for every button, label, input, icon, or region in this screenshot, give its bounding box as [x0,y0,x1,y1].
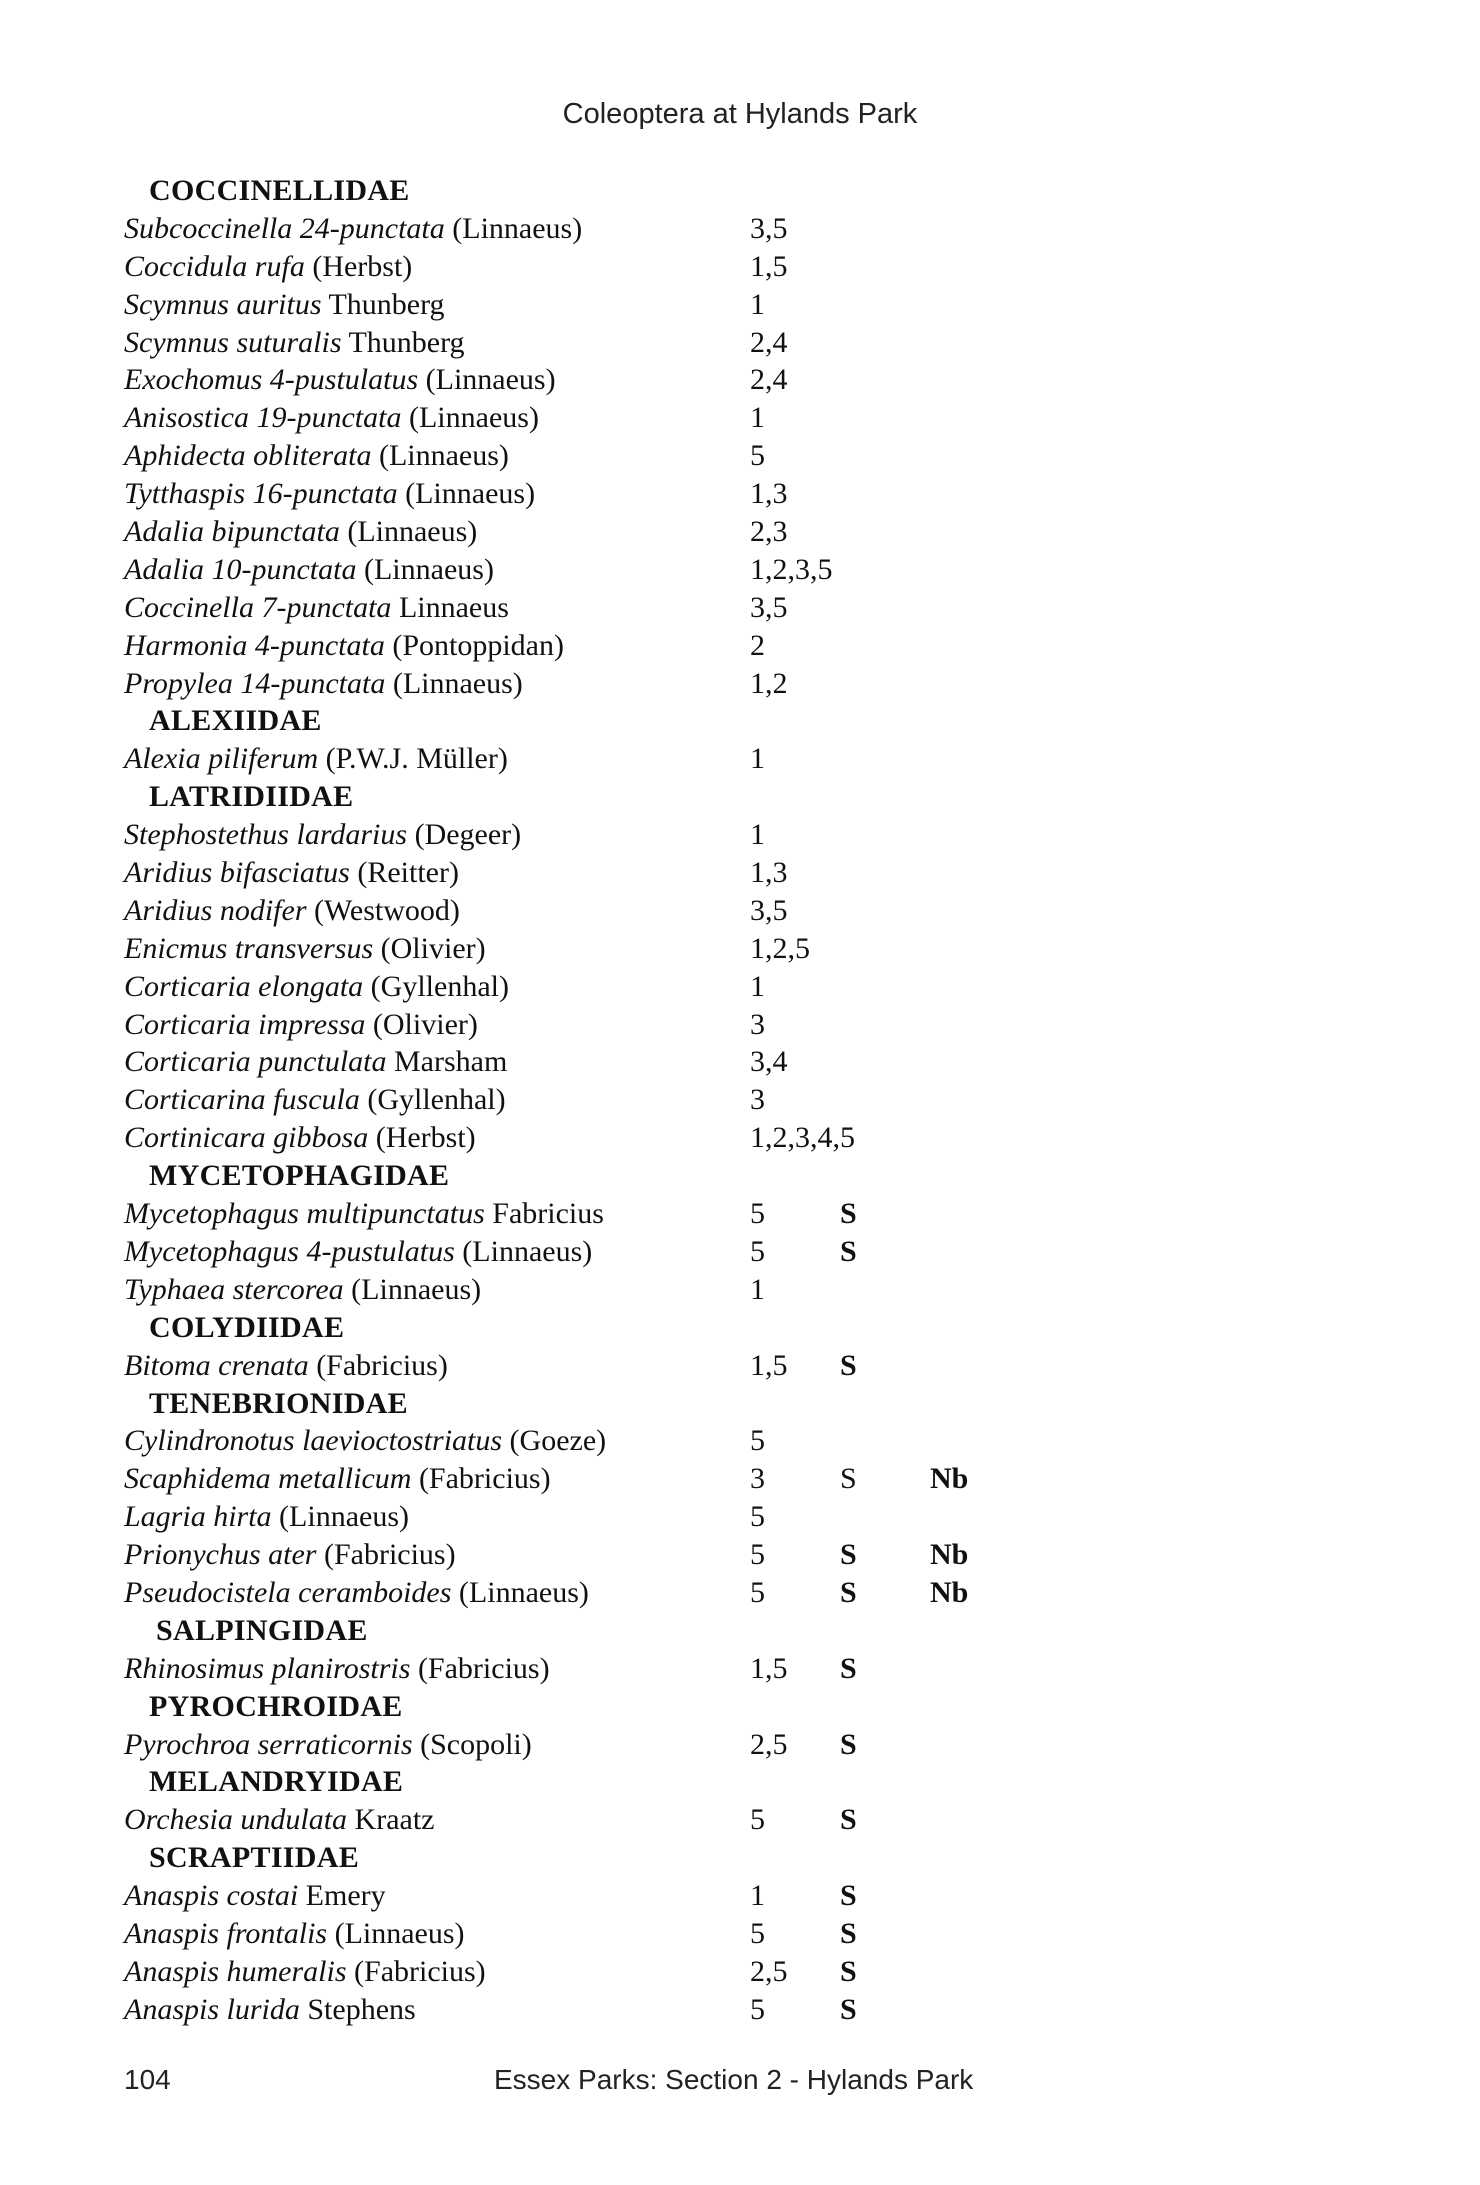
species-authority: (Linnaeus) [327,1916,465,1950]
species-name [124,1460,551,1498]
family-heading: LATRIDIIDAE [149,780,354,814]
status-saproxylic: S [840,1462,857,1496]
species-binomial: Cylindronotus laevioctostriatus [124,1424,503,1458]
species-row [124,1726,1224,1764]
site-codes: 1 [750,818,765,852]
species-name [124,1195,604,1233]
species-name [124,1726,532,1764]
species-authority: (Herbst) [304,249,413,283]
species-name [124,930,486,968]
species-row [124,1498,1224,1536]
species-binomial: Tytthaspis 16-punctata [124,477,398,511]
species-row [124,1043,1224,1081]
species-authority: Emery [298,1879,386,1913]
species-row [124,1915,1224,1953]
species-authority: (Pontoppidan) [384,628,564,662]
species-row [124,475,1224,513]
species-binomial: Scymnus auritus [124,287,322,321]
species-binomial: Corticaria punctulata [124,1045,387,1079]
status-saproxylic: S [840,1197,857,1231]
species-row [124,665,1224,703]
family-heading: COCCINELLIDAE [149,174,410,207]
site-codes: 2,3 [750,515,788,549]
species-authority: Stephens [299,1992,416,2026]
species-binomial: Mycetophagus multipunctatus [124,1197,485,1231]
species-name [124,1953,486,1991]
species-name [124,740,508,778]
species-authority: (Linnaeus) [371,439,509,473]
species-row [124,854,1224,892]
site-codes: 2,5 [750,1954,788,1988]
species-name [124,1233,592,1271]
species-row [124,1233,1224,1271]
species-name [124,1119,476,1157]
species-authority: (Linnaeus) [444,211,583,245]
site-codes: 5 [750,1575,765,1609]
species-name [124,816,521,854]
species-row [124,1991,1224,2029]
species-name [124,892,460,930]
site-codes: 2,4 [750,363,788,397]
species-row [124,1422,1224,1460]
species-name [124,437,509,475]
species-name [124,1801,434,1839]
species-binomial: Aphidecta obliterata [124,439,372,473]
species-authority: (Linnaeus) [385,666,523,700]
species-name [124,1574,589,1612]
species-binomial: Lagria hirta [124,1500,272,1534]
species-name [124,1422,606,1460]
species-row [124,1195,1224,1233]
species-authority: (Fabricius) [410,1651,550,1685]
species-name [124,854,459,892]
species-binomial: Pseudocistela ceramboides [124,1575,452,1609]
species-authority: (Linnaeus) [451,1575,589,1609]
site-codes: 5 [750,1803,765,1837]
species-authority: Thunberg [341,325,465,359]
family-heading: ALEXIIDAE [149,704,322,738]
species-name [124,627,564,665]
species-row [124,968,1224,1006]
species-binomial: Mycetophagus 4-pustulatus [124,1234,455,1268]
species-authority: (Scopoli) [412,1727,532,1761]
site-codes: 1 [750,287,765,321]
species-binomial: Cortinicara gibbosa [124,1121,369,1155]
species-authority: Thunberg [321,287,445,321]
site-codes: 5 [750,439,765,473]
species-authority: (Herbst) [368,1121,476,1155]
status-saproxylic: S [840,1651,857,1685]
species-row [124,589,1224,627]
species-authority: (Gyllenhal) [363,969,509,1003]
species-authority: (Linnaeus) [454,1234,593,1268]
site-codes: 1 [750,1272,765,1306]
species-binomial: Anaspis frontalis [124,1916,328,1950]
species-authority: (Gyllenhal) [359,1083,506,1117]
species-name [124,1271,481,1309]
species-binomial: Adalia 10-punctata [124,552,357,586]
species-name [124,1650,550,1688]
site-codes: 3 [750,1462,765,1496]
species-name [124,1877,386,1915]
running-header: Coleoptera at Hylands Park [562,98,918,130]
species-row [124,816,1224,854]
site-codes: 1,5 [750,249,788,283]
species-binomial: Corticarina fuscula [124,1083,360,1117]
species-authority: (Linnaeus) [339,515,478,549]
status-saproxylic: S [840,1538,857,1572]
species-authority: (Fabricius) [411,1462,551,1496]
site-codes: 1,2 [750,666,788,700]
species-list [124,172,1224,2029]
species-name [124,1006,478,1044]
status-saproxylic: S [840,1575,857,1609]
status-saproxylic: S [840,1879,857,1913]
species-authority: Kraatz [347,1803,435,1837]
page-number: 104 [124,2064,171,2095]
species-authority: (Linnaeus) [418,363,556,397]
species-authority: (Linnaeus) [401,401,539,435]
species-authority: (P.W.J. Müller) [318,742,508,776]
site-codes: 1 [750,969,765,1003]
site-codes: 3,4 [750,1045,788,1079]
species-binomial: Rhinosimus planirostris [124,1651,411,1685]
species-row [124,1119,1224,1157]
species-binomial: Bitoma crenata [124,1348,309,1382]
site-codes: 2,4 [750,325,788,359]
species-row [124,513,1224,551]
species-binomial: Corticaria impressa [124,1007,366,1041]
species-authority: (Linnaeus) [397,477,536,511]
site-codes: 1 [750,742,765,776]
status-conservation: Nb [930,1575,969,1609]
species-authority: Fabricius [484,1197,604,1231]
species-authority: (Fabricius) [346,1954,486,1988]
species-row [124,551,1224,589]
species-row [124,1460,1224,1498]
status-saproxylic: S [840,1727,857,1761]
species-binomial: Alexia piliferum [124,742,319,776]
species-binomial: Pyrochroa serraticornis [124,1727,413,1761]
species-row [124,1877,1224,1915]
family-heading: SALPINGIDAE [156,1613,368,1647]
family-heading: COLYDIIDAE [149,1310,345,1344]
site-codes: 1,3 [750,477,788,511]
species-name [124,589,509,627]
site-codes: 3,5 [750,211,788,245]
species-row [124,1536,1224,1574]
species-name [124,1043,507,1081]
species-binomial: Propylea 14-punctata [124,666,386,700]
species-binomial: Coccidula rufa [124,249,305,283]
family-heading: MELANDRYIDAE [149,1765,404,1799]
site-codes: 1,5 [750,1651,788,1685]
site-codes: 5 [750,1916,765,1950]
species-authority: (Reitter) [349,856,459,890]
site-codes: 5 [750,1992,765,2026]
family-heading: PYROCHROIDAE [149,1689,403,1723]
species-binomial: Aridius nodifer [124,893,307,927]
species-binomial: Corticaria elongata [124,969,364,1003]
species-binomial: Subcoccinella 24-punctata [124,211,445,245]
status-saproxylic: S [840,1916,857,1950]
species-name [124,475,535,513]
species-binomial: Anisostica 19-punctata [124,401,402,435]
site-codes: 1,2,3,5 [750,552,833,586]
species-binomial: Anaspis humeralis [124,1954,347,1988]
species-name [124,1536,456,1574]
species-row [124,892,1224,930]
species-row [124,1006,1224,1044]
species-binomial: Aridius bifasciatus [124,856,350,890]
site-codes: 5 [750,1500,765,1534]
species-name [124,1991,416,2029]
site-codes: 1,2,3,4,5 [750,1121,855,1155]
site-codes: 5 [750,1538,765,1572]
family-heading: TENEBRIONIDAE [149,1386,408,1420]
species-authority: (Olivier) [373,931,486,965]
status-conservation: Nb [930,1538,969,1572]
site-codes: 5 [750,1424,765,1458]
species-binomial: Exochomus 4-pustulatus [124,363,419,397]
species-authority: (Fabricius) [316,1538,456,1572]
species-row [124,437,1224,475]
species-name [124,210,582,248]
species-row [124,1081,1224,1119]
species-name [124,1498,409,1536]
status-saproxylic: S [840,1348,857,1382]
status-conservation: Nb [930,1462,969,1496]
status-saproxylic: S [840,1803,857,1837]
status-saproxylic: S [840,1234,857,1268]
site-codes: 1,3 [750,856,788,890]
species-row [124,248,1224,286]
species-row [124,324,1224,362]
species-name [124,399,539,437]
species-authority: Linnaeus [391,590,509,624]
species-row [124,399,1224,437]
species-binomial: Orchesia undulata [124,1803,348,1837]
site-codes: 5 [750,1197,765,1231]
species-binomial: Stephostethus lardarius [124,818,408,852]
species-authority: (Degeer) [407,818,522,852]
site-codes: 2,5 [750,1727,788,1761]
species-authority: (Goeze) [502,1424,607,1458]
species-binomial: Enicmus transversus [124,931,374,965]
site-codes: 1,5 [750,1348,788,1382]
species-binomial: Scymnus suturalis [124,325,342,359]
species-binomial: Adalia bipunctata [124,515,340,549]
species-name [124,551,494,589]
species-authority: (Linnaeus) [271,1500,409,1534]
species-binomial: Coccinella 7-punctata [124,590,392,624]
species-row [124,210,1224,248]
species-binomial: Typhaea stercorea [124,1272,344,1306]
species-authority: (Olivier) [365,1007,478,1041]
species-authority: (Fabricius) [308,1348,448,1382]
status-saproxylic: S [840,1992,857,2026]
site-codes: 1 [750,401,765,435]
species-row [124,930,1224,968]
species-binomial: Prionychus ater [124,1538,317,1572]
species-authority: Marsham [386,1045,508,1079]
species-name [124,1915,465,1953]
family-heading: MYCETOPHAGIDAE [149,1159,450,1193]
species-row [124,361,1224,399]
status-saproxylic: S [840,1954,857,1988]
site-codes: 1,2,5 [750,931,810,965]
species-binomial: Anaspis lurida [124,1992,300,2026]
species-row [124,286,1224,324]
species-row [124,1801,1224,1839]
species-name [124,513,477,551]
site-codes: 3 [750,1083,765,1117]
species-authority: (Linnaeus) [343,1272,482,1306]
species-row [124,1271,1224,1309]
species-name [124,1347,448,1385]
site-codes: 5 [750,1234,765,1268]
species-row [124,1953,1224,1991]
site-codes: 3,5 [750,590,788,624]
species-name [124,248,412,286]
site-codes: 1 [750,1879,765,1913]
species-authority: (Linnaeus) [356,552,494,586]
species-name [124,665,523,703]
species-row [124,1574,1224,1612]
species-name [124,968,509,1006]
species-authority: (Westwood) [306,893,460,927]
footer-section-title: Essex Parks: Section 2 - Hylands Park [494,2064,974,2095]
species-binomial: Scaphidema metallicum [124,1462,412,1496]
site-codes: 3 [750,1007,765,1041]
species-binomial: Harmonia 4-punctata [124,628,385,662]
species-row [124,740,1224,778]
species-binomial: Anaspis costai [124,1879,299,1913]
family-heading: SCRAPTIIDAE [149,1841,360,1875]
species-row [124,1347,1224,1385]
species-name [124,324,465,362]
species-name [124,361,556,399]
species-name [124,1081,506,1119]
site-codes: 3,5 [750,893,788,927]
site-codes: 2 [750,628,765,662]
species-name [124,286,445,324]
species-row [124,627,1224,665]
species-row [124,1650,1224,1688]
